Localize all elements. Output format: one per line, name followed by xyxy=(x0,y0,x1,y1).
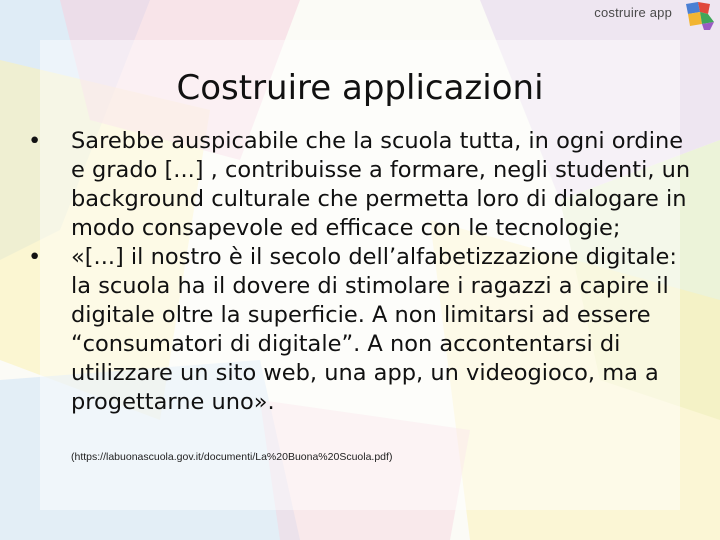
bullet-item xyxy=(28,127,698,243)
header-tag: costruire app xyxy=(594,5,672,20)
bullet-text: «[...] il nostro è il secolo dell’alfabetizzazione digitale: la scuola ha il dovere di stimolare i ragazzi a capire il digitale oltre la superficie. A non limitarsi ad essere “consumatori di digitale”. A non accontentarsi di utilizzare un sito web, una app, un videogioco, ma a progettarne uno». xyxy=(71,244,677,415)
bullet-list xyxy=(28,127,698,417)
bullet-marker: • xyxy=(28,128,42,154)
bullet-text: Sarebbe auspicabile che la scuola tutta, in ogni ordine e grado [...] , contribuisse a formare, negli studenti, un background culturale che permetta loro di dialogare in modo consapevole ed efficace con le tecnologie; xyxy=(71,128,691,241)
colorful-map-logo-icon xyxy=(680,0,720,32)
bullet-marker: • xyxy=(28,244,42,270)
source-citation: (https://labuonascuola.gov.it/documenti/La%20Buona%20Scuola.pdf) xyxy=(71,451,393,463)
page-title: Costruire applicazioni xyxy=(176,67,544,108)
bullet-item xyxy=(28,243,698,417)
